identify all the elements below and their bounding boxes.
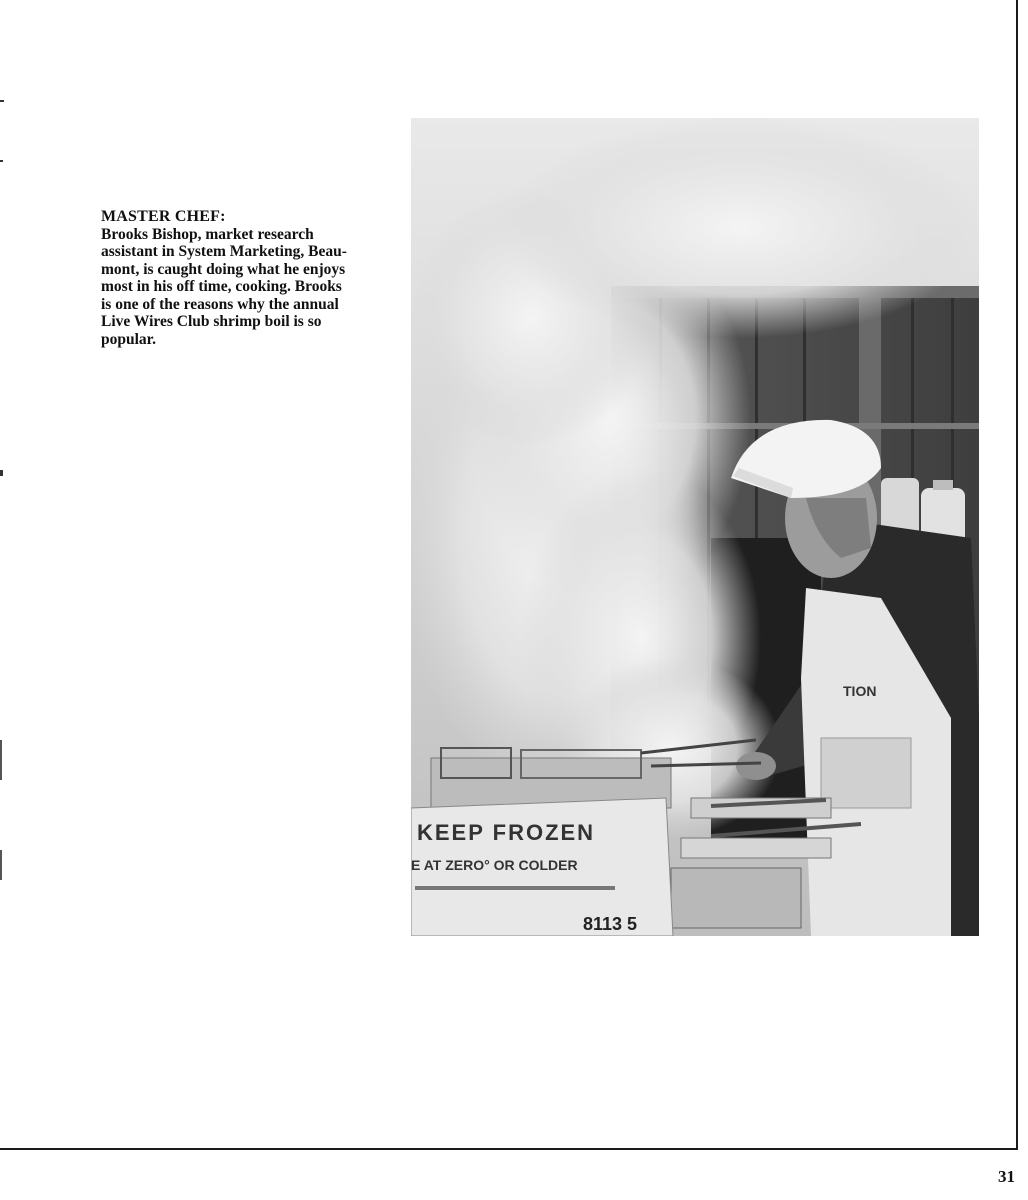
margin-mark xyxy=(0,850,2,880)
caption-line: is one of the reasons why the annual xyxy=(101,295,339,313)
page-number: 31 xyxy=(998,1167,1015,1186)
chef-photo xyxy=(411,118,979,936)
margin-mark xyxy=(0,100,4,102)
caption-line: Brooks Bishop, market research xyxy=(101,225,314,243)
margin-mark xyxy=(0,740,2,780)
caption-line: Live Wires Club shrimp boil is so xyxy=(101,313,322,330)
sign-text-zero: E AT ZERO° OR COLDER xyxy=(411,857,578,873)
right-border-rule xyxy=(1016,0,1018,1150)
photo-caption xyxy=(101,208,381,348)
sign-code: 8113 5 xyxy=(583,914,638,934)
keep-frozen-box xyxy=(411,798,673,936)
apron-text: TION xyxy=(843,683,877,699)
caption-body xyxy=(101,226,381,349)
caption-line: assistant in System Marketing, Beau- xyxy=(101,243,347,260)
caption-line: mont, is caught doing what he enjoys xyxy=(101,260,346,278)
caption-heading: MASTER CHEF: xyxy=(101,208,226,225)
caption-line: popular. xyxy=(101,330,156,348)
bottom-border-rule xyxy=(0,1148,1018,1150)
sign-text-keep-frozen: KEEP FROZEN xyxy=(417,820,596,845)
margin-mark xyxy=(0,160,3,162)
margin-mark xyxy=(0,470,3,476)
caption-line: most in his off time, cooking. Brooks xyxy=(101,278,342,295)
